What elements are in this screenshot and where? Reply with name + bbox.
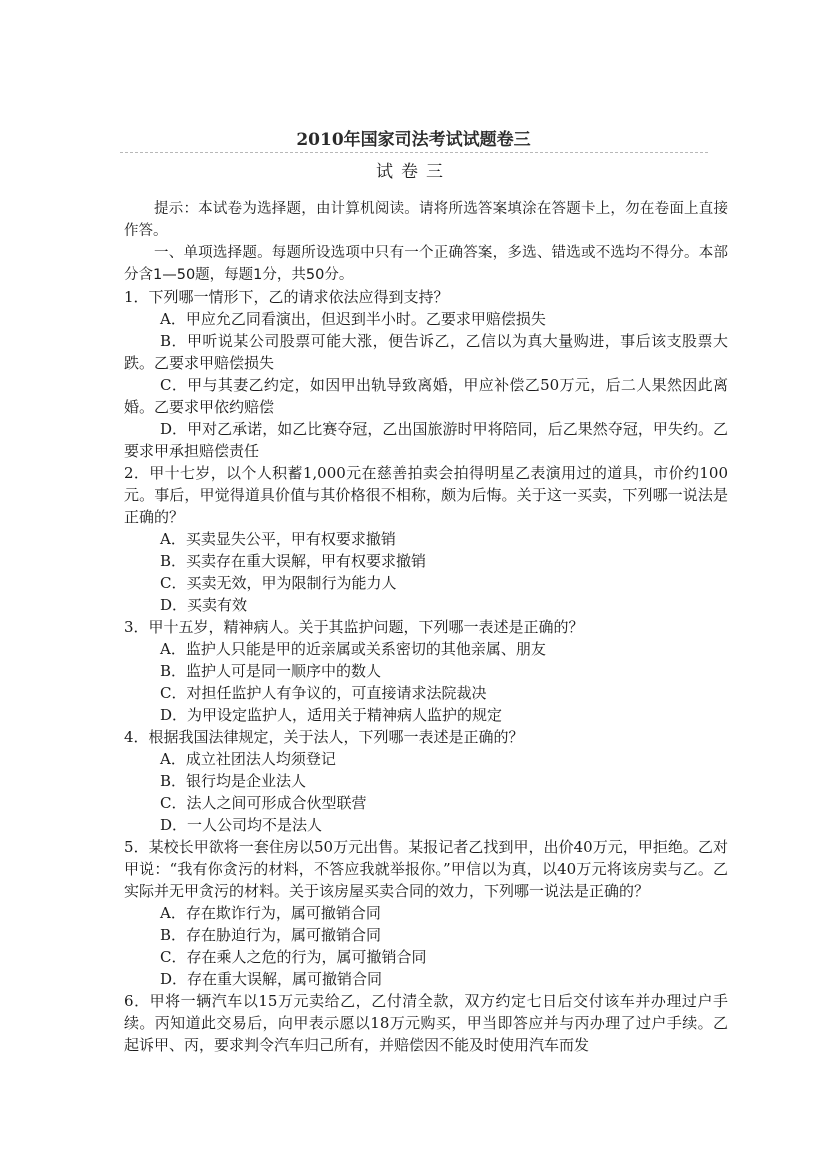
question-stem: 2．甲十七岁，以个人积蓄1,000元在慈善拍卖会拍得明星乙表演用过的道具，市价约100元。事后，甲觉得道具价值与其价格很不相称，颇为后悔。关于这一买卖，下列哪一说法是正确的？ [124,464,728,526]
answer-option: D．一人公司均不是法人 [160,816,323,834]
answer-option: A．甲应允乙同看演出，但迟到半小时。乙要求甲赔偿损失 [160,310,546,328]
question-block [124,462,728,616]
document-body [124,198,728,1056]
answer-option: B．存在胁迫行为，属可撤销合同 [160,926,382,944]
question-stem: 5．某校长甲欲将一套住房以50万元出售。某报记者乙找到甲，出价40万元，甲拒绝。乙对甲说：“我有你贪污的材料，不答应我就举报你。”甲信以为真，以40万元将该房卖与乙。乙实际并无甲贪污的材料。关于该房屋买卖合同的效力，下列哪一说法是正确的？ [124,838,728,900]
answer-option: A．成立社团法人均须登记 [160,750,336,768]
answer-option: D．存在重大误解，属可撤销合同 [160,970,383,988]
answer-option: C．甲与其妻乙约定，如因甲出轨导致离婚，甲应补偿乙50万元，后二人果然因此离婚。乙要求甲依约赔偿 [124,376,728,416]
answer-option: C．对担任监护人有争议的，可直接请求法院裁决 [160,684,487,702]
answer-option: C．存在乘人之危的行为，属可撤销合同 [160,948,427,966]
answer-option: D．买卖有效 [160,596,248,614]
question-block [124,286,728,462]
exam-notice: 提示：本试卷为选择题，由计算机阅读。请将所选答案填涂在答题卡上，勿在卷面上直接作答。 [124,201,728,239]
exam-subtitle: 试卷三 [376,162,451,182]
answer-option: A．存在欺诈行为，属可撤销合同 [160,904,381,922]
answer-option: B．买卖存在重大误解，甲有权要求撤销 [160,552,427,570]
question-stem: 1．下列哪一情形下，乙的请求依法应得到支持？ [124,288,449,306]
section-heading: 一、单项选择题。每题所设选项中只有一个正确答案，多选、错选或不选均不得分。本部分含1—50题，每题1分，共50分。 [124,245,728,283]
question-stem: 6．甲将一辆汽车以15万元卖给乙，乙付清全款，双方约定七日后交付该车并办理过户手续。丙知道此交易后，向甲表示愿以18万元购买，甲当即答应并与丙办理了过户手续。乙起诉甲、丙，要求判令汽车归己所有，并赔偿因不能及时使用汽车而发 [124,992,728,1054]
question-block [124,990,728,1056]
answer-option: B．甲听说某公司股票可能大涨，便告诉乙，乙信以为真大量购进，事后该支股票大跌。乙要求甲赔偿损失 [124,332,728,372]
answer-option: D．为甲设定监护人，适用关于精神病人监护的规定 [160,706,503,724]
answer-option: D．甲对乙承诺，如乙比赛夺冠，乙出国旅游时甲将陪同，后乙果然夺冠，甲失约。乙要求甲承担赔偿责任 [124,420,728,460]
question-block [124,616,728,726]
answer-option: C．买卖无效，甲为限制行为能力人 [160,574,397,592]
answer-option: A．买卖显失公平，甲有权要求撤销 [160,530,396,548]
question-stem: 3．甲十五岁，精神病人。关于其监护问题，下列哪一表述是正确的？ [124,618,584,636]
document-title: 2010年国家司法考试试题卷三 [296,130,531,150]
question-stem: 4．根据我国法律规定，关于法人，下列哪一表述是正确的？ [124,728,524,746]
answer-option: A．监护人只能是甲的近亲属或关系密切的其他亲属、朋友 [160,640,546,658]
question-block [124,726,728,836]
title-divider [120,152,708,153]
question-block [124,836,728,990]
answer-option: B．监护人可是同一顺序中的数人 [160,662,382,680]
answer-option: C．法人之间可形成合伙型联营 [160,794,367,812]
answer-option: B．银行均是企业法人 [160,772,307,790]
